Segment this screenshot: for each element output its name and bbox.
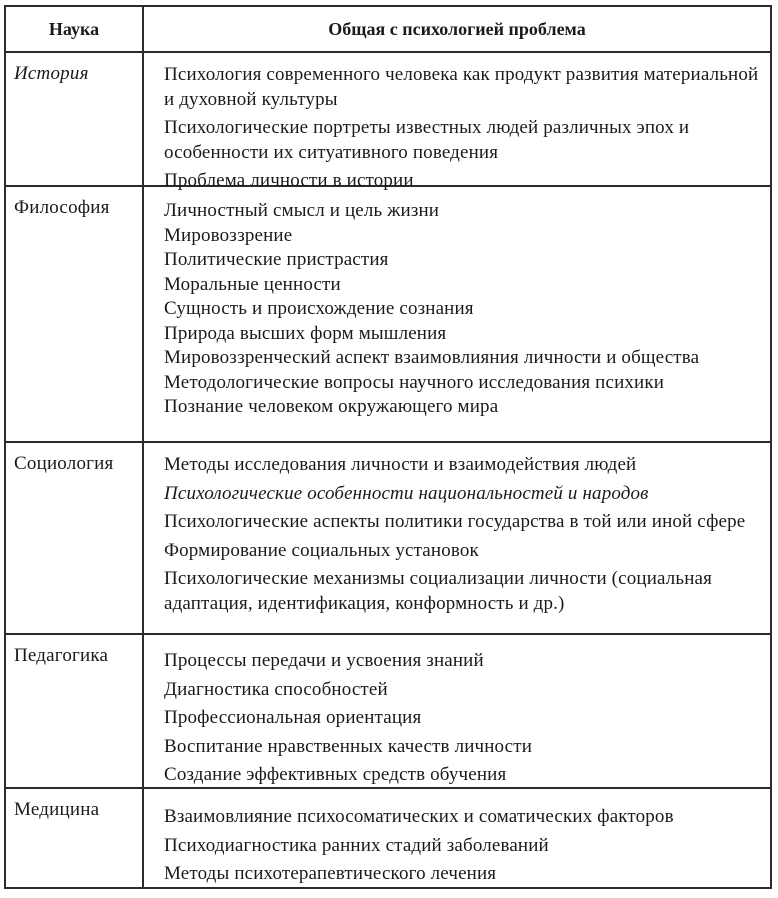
science-name: История [14, 63, 89, 84]
problem-item: Психодиагностика ранних стадий заболеваний [164, 834, 549, 856]
problem-item: Моральные ценности [164, 273, 341, 295]
problem-item: Психологические портреты известных людей различных эпох и особенности их ситуативного поведения [164, 117, 690, 163]
problem-item: Политические пристрастия [164, 249, 389, 270]
problem-item: Психология современного человека как продукт развития материальной и духовной культуры [164, 64, 759, 110]
science-name: Философия [14, 197, 110, 218]
problem-item: Познание человеком окружающего мира [164, 396, 499, 417]
problem-item: Профессиональная ориентация [164, 707, 422, 728]
table-row-pedagogy [6, 635, 770, 789]
problem-item: Мировоззренческий аспект взаимовлияния личности и общества [164, 347, 700, 368]
problem-item: Методы исследования личности и взаимодействия людей [164, 454, 637, 475]
table-row-philosophy [6, 187, 770, 443]
header-science: Наука [48, 19, 100, 39]
table-row-medicine [6, 789, 770, 887]
header-problem: Общая с психологией проблема [328, 19, 586, 39]
problem-list [164, 199, 764, 420]
problem-list [164, 649, 764, 792]
problem-item: Сущность и происхождение сознания [164, 298, 474, 319]
table-row-sociology [6, 443, 770, 635]
science-name: Социология [14, 453, 114, 474]
problem-item: Мировоззрение [164, 224, 293, 246]
problem-item: Психологические аспекты политики государства в той или иной сфере [164, 511, 746, 532]
problem-item: Проблема личности в истории [164, 170, 414, 191]
problem-item: Методы психотерапевтического лечения [164, 863, 497, 884]
table-row-history [6, 53, 770, 191]
problem-item: Психологические механизмы социализации личности (социальная адаптация, идентификация, конформность и др.) [164, 568, 713, 614]
problem-item: Взаимовлияние психосоматических и соматических факторов [164, 806, 674, 827]
science-psychology-table [4, 5, 772, 889]
table-header [6, 7, 770, 53]
problem-item: Методологические вопросы научного исследования психики [164, 371, 665, 393]
problem-item: Создание эффективных средств обучения [164, 764, 507, 785]
problem-item: Воспитание нравственных качеств личности [164, 735, 533, 757]
problem-item: Личностный смысл и цель жизни [164, 200, 440, 221]
problem-item: Диагностика способностей [164, 678, 388, 700]
problem-item: Процессы передачи и усвоения знаний [164, 650, 484, 671]
problem-item: Психологические особенности национальностей и народов [164, 482, 649, 504]
problem-item: Формирование социальных установок [164, 539, 479, 561]
problem-list [164, 805, 764, 891]
problem-list [164, 63, 764, 198]
science-name: Педагогика [14, 645, 109, 666]
problem-item: Природа высших форм мышления [164, 322, 447, 344]
problem-list [164, 453, 764, 620]
science-name: Медицина [14, 799, 100, 820]
